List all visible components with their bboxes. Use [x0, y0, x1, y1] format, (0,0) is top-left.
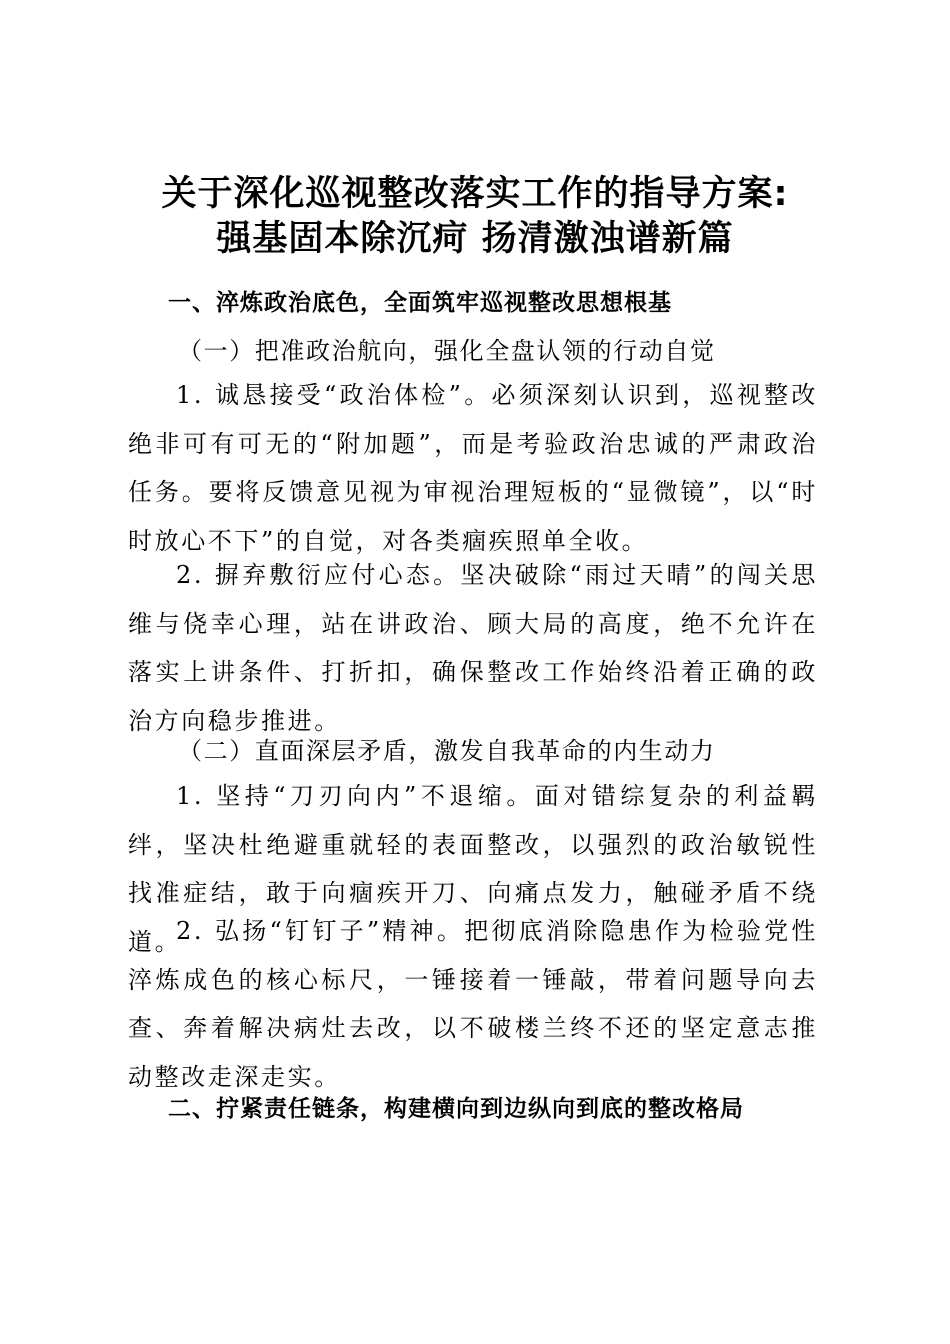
section-2-heading: 二、拧紧责任链条，构建横向到边纵向到底的整改格局: [168, 1096, 744, 1122]
paragraph-1-2-2: 2. 弘扬“钉钉子”精神。把彻底消除隐患作为检验党性淬炼成色的核心标尺，一锤接着一锤敲，带着问题导向去查、奔着解决病灶去改，以不破楼兰终不还的坚定意志推动整改走深走实。: [128, 917, 818, 1091]
subsection-1-1-heading: （一）把准政治航向，强化全盘认领的行动自觉: [178, 337, 716, 365]
paragraph-1-1-2: 2. 摒弃敷衍应付心态。坚决破除“雨过天晴”的闯关思维与侥幸心理，站在讲政治、顾大局的高度，绝不允许在落实上讲条件、打折扣，确保整改工作始终沿着正确的政治方向稳步推进。: [128, 561, 818, 735]
document-title-line-1: 关于深化巡视整改落实工作的指导方案:: [161, 174, 789, 214]
paragraph-1-2-1: 1. 坚持“刀刃向内”不退缩。面对错综复杂的利益羁绊，坚决杜绝避重就轻的表面整改，以强烈的政治敏锐性找准症结，敢于向痼疾开刀、向痛点发力，触碰矛盾不绕道。: [128, 782, 818, 956]
paragraph-1-1-1: 1. 诚恳接受“政治体检”。必须深刻认识到，巡视整改绝非可有可无的“附加题”，而是考验政治忠诚的严肃政治任务。要将反馈意见视为审视治理短板的“显微镜”，以“时时放心不下”的自觉，对各类痼疾照单全收。: [128, 381, 818, 555]
subsection-1-2-heading: （二）直面深层矛盾，激发自我革命的内生动力: [178, 737, 716, 765]
document-title-line-2: 强基固本除沉疴 扬清激浊谱新篇: [216, 219, 734, 259]
section-1-heading: 一、淬炼政治底色，全面筑牢巡视整改思想根基: [168, 290, 672, 316]
